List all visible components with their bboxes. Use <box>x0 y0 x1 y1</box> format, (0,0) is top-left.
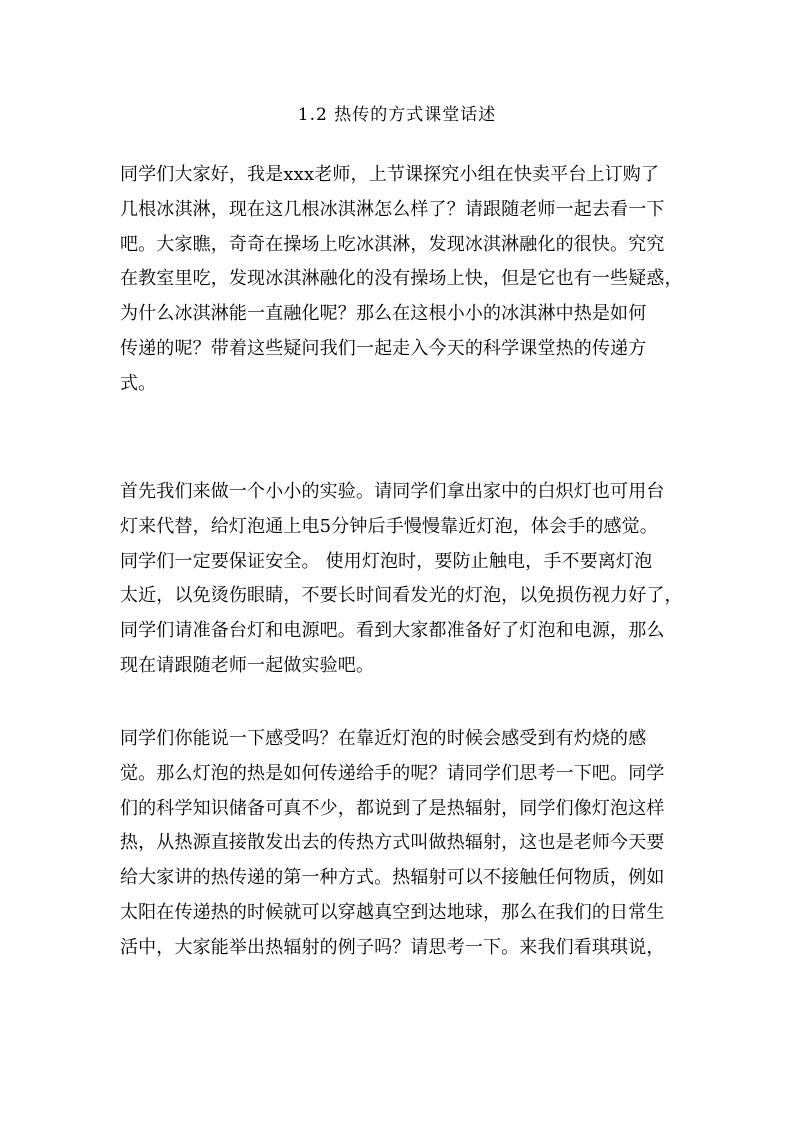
paragraph-line: 式。 <box>120 372 157 394</box>
paragraph-line: 首先我们来做一个小小的实验。请同学们拿出家中的白炽灯也可用台 <box>120 481 665 502</box>
paragraph-line: 热，从热源直接散发出去的传热方式叫做热辐射，这也是老师今天要 <box>120 832 665 854</box>
paragraph-line: 太近，以免烫伤眼睛，不要长时间看发光的灯泡，以免损伤视力好了， <box>120 585 683 607</box>
paragraph-line: 同学们一定要保证安全。 使用灯泡时，要防止触电，手不要离灯泡 <box>120 550 653 572</box>
paragraph-heat-radiation <box>120 722 692 966</box>
paragraph-experiment <box>120 475 692 684</box>
paragraph-line: 给大家讲的热传递的第一种方式。热辐射可以不接触任何物质，例如 <box>120 867 665 889</box>
paragraph-line: 同学们请准备台灯和电源吧。看到大家都准备好了灯泡和电源，那么 <box>120 620 665 642</box>
paragraph-line: 灯来代替，给灯泡通上电5分钟后手慢慢靠近灯泡，体会手的感觉。 <box>120 515 658 537</box>
paragraph-line: 传递的呢？带着这些疑问我们一起走入今天的科学课堂热的传递方 <box>120 337 647 359</box>
paragraph-line: 太阳在传递热的时候就可以穿越真空到达地球，那么在我们的日常生 <box>120 901 665 923</box>
paragraph-line: 们的科学知识储备可真不少，都说到了是热辐射，同学们像灯泡这样 <box>120 797 665 819</box>
document-title: 1.2 热传的方式课堂话述 <box>297 105 497 125</box>
paragraph-line: 觉。那么灯泡的热是如何传递给手的呢？请同学们思考一下吧。同学 <box>120 762 665 784</box>
paragraph-line: 为什么冰淇淋能一直融化呢？那么在这根小小的冰淇淋中热是如何 <box>120 303 647 325</box>
paragraph-line: 同学们你能说一下感受吗？在靠近灯泡的时候会感受到有灼烧的感 <box>120 728 647 749</box>
paragraph-line: 几根冰淇淋，现在这几根冰淇淋怎么样了？请跟随老师一起去看一下 <box>120 198 665 220</box>
paragraph-line: 在教室里吃，发现冰淇淋融化的没有操场上快，但是它也有一些疑惑， <box>120 268 683 290</box>
paragraph-line: 吧。大家瞧，奇奇在操场上吃冰淇淋，发现冰淇淋融化的很快。究究 <box>120 233 665 255</box>
paragraph-line: 现在请跟随老师一起做实验吧。 <box>120 654 375 676</box>
paragraph-line: 同学们大家好，我是xxx老师，上节课探究小组在快卖平台上订购了 <box>120 164 660 185</box>
paragraph-intro <box>120 158 692 402</box>
paragraph-line: 活中，大家能举出热辐射的例子吗？请思考一下。来我们看琪琪说， <box>120 936 665 958</box>
